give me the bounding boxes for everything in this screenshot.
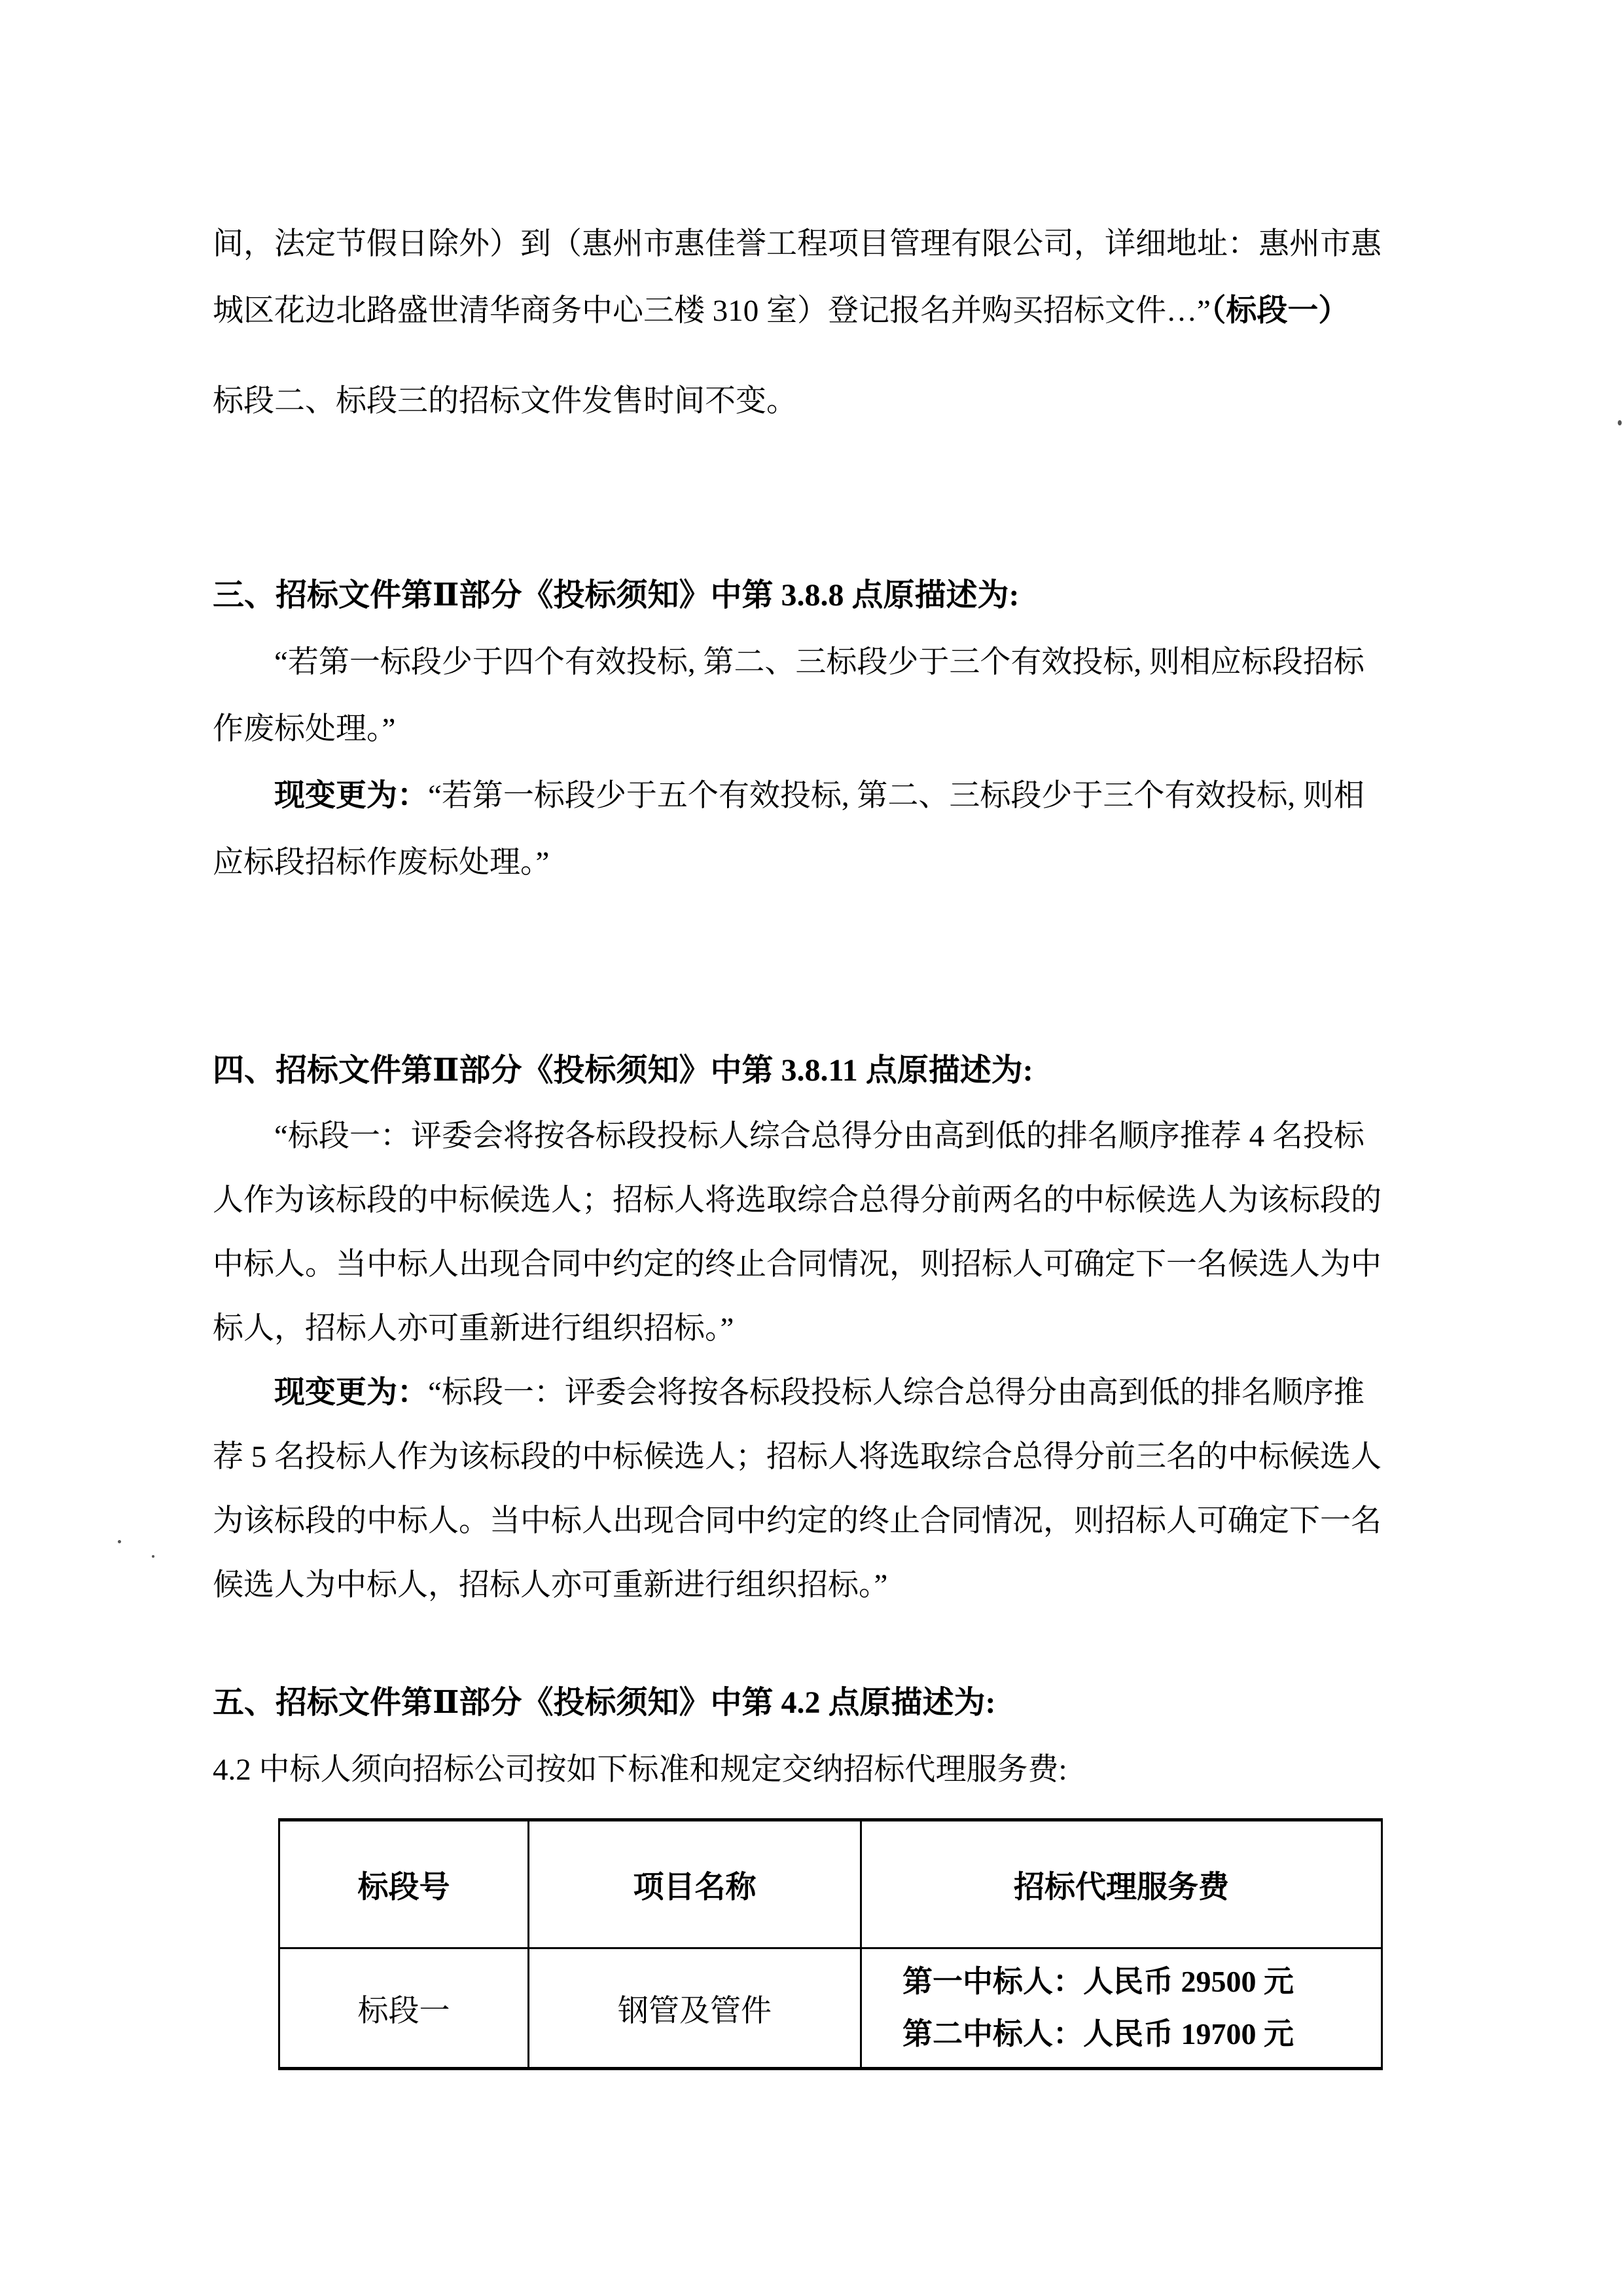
changed-label: 现变更为： xyxy=(274,779,428,813)
section-3-changed xyxy=(213,762,1400,896)
section-4-original-line-3: 中标人。当中标人出现合同中约定的终止合同情况，则招标人可确定下一名候选人为中 xyxy=(213,1247,1382,1282)
section-4-changed-line-1 xyxy=(213,1361,1400,1425)
header-cell-lot: 标段号 xyxy=(279,1820,529,1948)
sale-time-line: 标段二、标段三的招标文件发售时间不变。 xyxy=(213,384,797,418)
intro-line-2-text: 城区花边北路盛世清华商务中心三楼 310 室）登记报名并购买招标文件…” xyxy=(213,294,1211,328)
intro-line-1: 间，法定节假日除外）到（惠州市惠佳誉工程项目管理有限公司，详细地址：惠州市惠 xyxy=(213,227,1382,261)
fee-line-1: 第一中标人：人民币 29500 元 xyxy=(902,1965,1294,1998)
section-3-changed-line-1 xyxy=(213,762,1400,829)
section-4-changed-line-2: 荐 5 名投标人作为该标段的中标候选人；招标人将选取综合总得分前三名的中标候选人 xyxy=(213,1440,1382,1474)
fee-table-header-row xyxy=(279,1820,1382,1948)
section-4-original-line-2: 人作为该标段的中标候选人；招标人将选取综合总得分前两名的中标候选人为该标段的 xyxy=(213,1183,1382,1217)
scan-speck xyxy=(118,1540,121,1543)
section-4-changed-line-4: 候选人为中标人，招标人亦可重新进行组织招标。” xyxy=(213,1568,888,1602)
cell-fee xyxy=(861,1948,1382,2069)
section-4-original xyxy=(213,1104,1400,1361)
text-content xyxy=(213,0,1400,2070)
section-4-heading: 四、招标文件第Ⅱ部分《投标须知》中第 3.8.11 点原描述为: xyxy=(213,1053,1033,1088)
section-4-changed-line-3: 为该标段的中标人。当中标人出现合同中约定的终止合同情况，则招标人可确定下一名 xyxy=(213,1504,1382,1538)
cell-project: 钢管及管件 xyxy=(529,1948,861,2069)
section-3-changed-text: “若第一标段少于五个有效投标, 第二、三标段少于三个有效投标, 则相 xyxy=(428,779,1364,813)
section-3-original-line-2: 作废标处理。” xyxy=(213,712,396,746)
section-5-heading: 五、招标文件第Ⅱ部分《投标须知》中第 4.2 点原描述为: xyxy=(213,1685,996,1720)
section-3-original xyxy=(213,629,1400,762)
scan-speck xyxy=(152,1555,154,1558)
section-4-changed xyxy=(213,1361,1400,1617)
header-cell-project: 项目名称 xyxy=(529,1820,861,1948)
intro-line-2 xyxy=(213,278,1400,344)
section-3-heading: 三、招标文件第Ⅱ部分《投标须知》中第 3.8.8 点原描述为: xyxy=(213,578,1020,613)
header-cell-fee: 招标代理服务费 xyxy=(861,1820,1382,1948)
fee-table-data-row xyxy=(279,1948,1382,2069)
scan-speck xyxy=(1618,420,1622,425)
section-3-changed-line-2: 应标段招标作废标处理。” xyxy=(213,846,550,880)
section-4-original-line-1: “标段一：评委会将按各标段投标人综合总得分由高到低的排名顺序推荐 4 名投标 xyxy=(274,1119,1364,1153)
intro-paragraph xyxy=(213,211,1400,344)
fee-line-2: 第二中标人：人民币 19700 元 xyxy=(902,2017,1294,2051)
section-4-changed-text: “标段一：评委会将按各标段投标人综合总得分由高到低的排名顺序推 xyxy=(428,1376,1364,1410)
lot-one-note: （标段一） xyxy=(1210,294,1349,328)
sale-time-paragraph xyxy=(213,368,1400,435)
section-3-original-line-1: “若第一标段少于四个有效投标, 第二、三标段少于三个有效投标, 则相应标段招标 xyxy=(274,645,1364,679)
section-5-intro-line: 4.2 中标人须向招标公司按如下标准和规定交纳招标代理服务费: xyxy=(213,1753,1067,1787)
fee-table-container xyxy=(278,1818,1400,2070)
fee-table xyxy=(278,1818,1383,2070)
changed-label: 现变更为： xyxy=(274,1376,428,1410)
section-4-original-line-4: 标人，招标人亦可重新进行组织招标。” xyxy=(213,1312,734,1346)
cell-lot: 标段一 xyxy=(279,1948,529,2069)
